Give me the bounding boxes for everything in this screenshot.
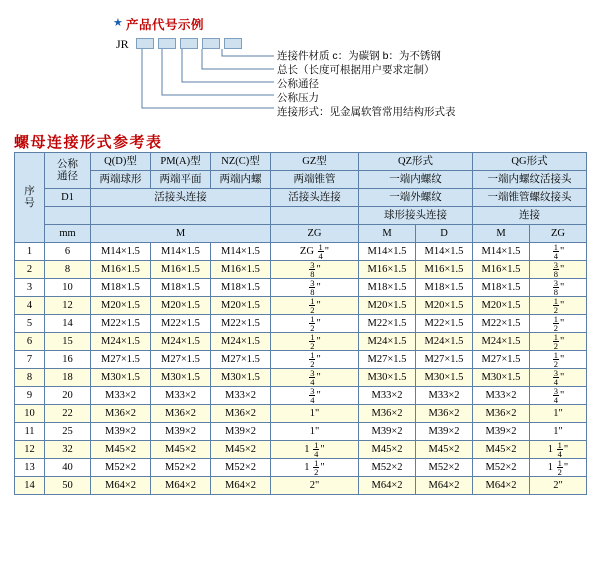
cell-qg-zg: $\frac{1}{2}$ " <box>530 351 587 369</box>
product-code-boxes <box>136 38 242 49</box>
th-qz-d: D <box>416 225 473 243</box>
cell-qg-m: M30×1.5 <box>473 369 530 387</box>
cell-qz-d: M36×2 <box>416 405 473 423</box>
cell-qz-d: M16×1.5 <box>416 261 473 279</box>
th-unit-mm: mm <box>45 225 91 243</box>
cell-nzc-m: M30×1.5 <box>211 369 271 387</box>
th-ball-joint-connection: 球形接头连接 <box>359 207 473 225</box>
cell-seq: 8 <box>15 369 45 387</box>
th-unit-m: M <box>91 225 271 243</box>
cell-nominal-diameter: 15 <box>45 333 91 351</box>
cell-gz-zg: $\frac{1}{2}$ " <box>271 315 359 333</box>
cell-qz-m: M30×1.5 <box>359 369 416 387</box>
cell-qd-m: M24×1.5 <box>91 333 151 351</box>
cell-qz-m: M39×2 <box>359 423 416 441</box>
table-row <box>15 459 587 477</box>
cell-qz-m: M18×1.5 <box>359 279 416 297</box>
cell-qd-m: M30×1.5 <box>91 369 151 387</box>
cell-qg-zg: $\frac{3}{8}$ " <box>530 279 587 297</box>
cell-nominal-diameter: 6 <box>45 243 91 261</box>
cell-pma-m: M30×1.5 <box>151 369 211 387</box>
cell-qg-zg: $\frac{1}{2}$ " <box>530 297 587 315</box>
cell-nzc-m: M33×2 <box>211 387 271 405</box>
cell-qz-m: M16×1.5 <box>359 261 416 279</box>
cell-qg-zg: 1 $\frac{1}{2}$ " <box>530 459 587 477</box>
nut-connection-table <box>14 152 587 495</box>
th-blank-dn <box>45 207 91 225</box>
th-seq: 序 号 <box>15 153 45 243</box>
table-row <box>15 387 587 405</box>
cell-pma-m: M33×2 <box>151 387 211 405</box>
cell-pma-m: M45×2 <box>151 441 211 459</box>
cell-qd-m: M39×2 <box>91 423 151 441</box>
cell-qd-m: M64×2 <box>91 477 151 495</box>
cell-nzc-m: M24×1.5 <box>211 333 271 351</box>
cell-qz-m: M36×2 <box>359 405 416 423</box>
cell-nominal-diameter: 12 <box>45 297 91 315</box>
nut-connection-table-wrap <box>14 152 586 495</box>
cell-qg-zg: $\frac{3}{4}$ " <box>530 387 587 405</box>
cell-qz-m: M22×1.5 <box>359 315 416 333</box>
cell-nominal-diameter: 40 <box>45 459 91 477</box>
table-header-body <box>15 153 587 243</box>
cell-nzc-m: M22×1.5 <box>211 315 271 333</box>
cell-seq: 11 <box>15 423 45 441</box>
cell-pma-m: M22×1.5 <box>151 315 211 333</box>
star-icon: ★ <box>113 17 123 29</box>
cell-qd-m: M27×1.5 <box>91 351 151 369</box>
cell-gz-zg: 1" <box>271 405 359 423</box>
cell-qd-m: M22×1.5 <box>91 315 151 333</box>
diagram-title: 产品代号示例 <box>126 18 205 32</box>
cell-pma-m: M27×1.5 <box>151 351 211 369</box>
th-type-qz: QZ形式 <box>359 153 473 171</box>
cell-nzc-m: M45×2 <box>211 441 271 459</box>
cell-gz-zg: $\frac{3}{4}$ " <box>271 387 359 405</box>
cell-nominal-diameter: 25 <box>45 423 91 441</box>
cell-qg-m: M27×1.5 <box>473 351 530 369</box>
cell-qz-d: M18×1.5 <box>416 279 473 297</box>
cell-nominal-diameter: 20 <box>45 387 91 405</box>
cell-qg-m: M45×2 <box>473 441 530 459</box>
table-row <box>15 405 587 423</box>
cell-seq: 3 <box>15 279 45 297</box>
table-row <box>15 243 587 261</box>
cell-qg-zg: $\frac{1}{4}$ " <box>530 243 587 261</box>
cell-nominal-diameter: 22 <box>45 405 91 423</box>
cell-nominal-diameter: 18 <box>45 369 91 387</box>
table-header-row <box>15 153 587 171</box>
cell-pma-m: M18×1.5 <box>151 279 211 297</box>
cell-gz-zg: $\frac{3}{8}$ " <box>271 279 359 297</box>
cell-qg-m: M20×1.5 <box>473 297 530 315</box>
cell-qz-m: M45×2 <box>359 441 416 459</box>
cell-qd-m: M36×2 <box>91 405 151 423</box>
cell-pma-m: M24×1.5 <box>151 333 211 351</box>
th-d1: D1 <box>45 189 91 207</box>
th-blank-m <box>91 207 271 225</box>
table-row <box>15 477 587 495</box>
cell-pma-m: M20×1.5 <box>151 297 211 315</box>
cell-qg-m: M52×2 <box>473 459 530 477</box>
cell-seq: 4 <box>15 297 45 315</box>
cell-qg-zg: $\frac{1}{2}$ " <box>530 315 587 333</box>
th-type-pma: PM(A)型 <box>151 153 211 171</box>
cell-pma-m: M39×2 <box>151 423 211 441</box>
cell-qd-m: M20×1.5 <box>91 297 151 315</box>
cell-qg-m: M14×1.5 <box>473 243 530 261</box>
cell-gz-zg: ZG $\frac{1}{4}$ " <box>271 243 359 261</box>
cell-qd-m: M52×2 <box>91 459 151 477</box>
cell-gz-zg: 2" <box>271 477 359 495</box>
cell-qg-m: M64×2 <box>473 477 530 495</box>
table-row <box>15 297 587 315</box>
cell-seq: 10 <box>15 405 45 423</box>
th-external-thread: 一端外螺纹 <box>359 189 473 207</box>
cell-qg-m: M36×2 <box>473 405 530 423</box>
table-row <box>15 261 587 279</box>
cell-nzc-m: M20×1.5 <box>211 297 271 315</box>
table-row <box>15 351 587 369</box>
cell-qg-m: M16×1.5 <box>473 261 530 279</box>
code-box <box>202 38 220 49</box>
cell-qz-d: M39×2 <box>416 423 473 441</box>
cell-qg-zg: 1 $\frac{1}{4}$ " <box>530 441 587 459</box>
cell-gz-zg: $\frac{1}{2}$ " <box>271 351 359 369</box>
th-gz-desc: 两端锥管 <box>271 171 359 189</box>
table-body <box>15 243 587 495</box>
code-box <box>180 38 198 49</box>
cell-nominal-diameter: 50 <box>45 477 91 495</box>
cell-qz-m: M24×1.5 <box>359 333 416 351</box>
th-connection: 连接 <box>473 207 587 225</box>
cell-qz-d: M20×1.5 <box>416 297 473 315</box>
cell-qg-m: M24×1.5 <box>473 333 530 351</box>
cell-qz-d: M64×2 <box>416 477 473 495</box>
cell-qz-d: M52×2 <box>416 459 473 477</box>
cell-seq: 12 <box>15 441 45 459</box>
table-header-row <box>15 225 587 243</box>
cell-gz-zg: $\frac{1}{2}$ " <box>271 297 359 315</box>
cell-qz-d: M27×1.5 <box>416 351 473 369</box>
th-type-gz: GZ型 <box>271 153 359 171</box>
table-header-row <box>15 189 587 207</box>
cell-qz-d: M45×2 <box>416 441 473 459</box>
product-code-diagram <box>0 0 600 130</box>
cell-qz-m: M64×2 <box>359 477 416 495</box>
table-row <box>15 423 587 441</box>
code-box <box>158 38 176 49</box>
th-taper-pipe-thread: 一端锥管螺纹接头 <box>473 189 587 207</box>
cell-qz-d: M33×2 <box>416 387 473 405</box>
cell-nzc-m: M52×2 <box>211 459 271 477</box>
table-row <box>15 369 587 387</box>
cell-qg-zg: $\frac{1}{2}$ " <box>530 333 587 351</box>
cell-nominal-diameter: 10 <box>45 279 91 297</box>
cell-seq: 1 <box>15 243 45 261</box>
cell-qz-d: M30×1.5 <box>416 369 473 387</box>
cell-qg-m: M22×1.5 <box>473 315 530 333</box>
cell-pma-m: M52×2 <box>151 459 211 477</box>
cell-qg-zg: 1" <box>530 405 587 423</box>
th-qg-zg: ZG <box>530 225 587 243</box>
table-header-row <box>15 207 587 225</box>
cell-nominal-diameter: 16 <box>45 351 91 369</box>
table-row <box>15 333 587 351</box>
th-qg-m: M <box>473 225 530 243</box>
cell-nzc-m: M36×2 <box>211 405 271 423</box>
cell-nominal-diameter: 32 <box>45 441 91 459</box>
cell-gz-zg: 1 $\frac{1}{2}$ " <box>271 459 359 477</box>
code-box <box>136 38 154 49</box>
cell-qg-zg: $\frac{3}{8}$ " <box>530 261 587 279</box>
cell-nzc-m: M39×2 <box>211 423 271 441</box>
cell-qd-m: M18×1.5 <box>91 279 151 297</box>
cell-nominal-diameter: 8 <box>45 261 91 279</box>
table-row <box>15 315 587 333</box>
th-qg-desc: 一端内螺纹活接头 <box>473 171 587 189</box>
cell-qd-m: M16×1.5 <box>91 261 151 279</box>
cell-seq: 6 <box>15 333 45 351</box>
cell-qg-zg: 1" <box>530 423 587 441</box>
product-code-prefix: JR <box>116 37 129 51</box>
legend-item-nominal-diameter: 公称通径 <box>277 78 319 90</box>
cell-pma-m: M14×1.5 <box>151 243 211 261</box>
th-blank-gz <box>271 207 359 225</box>
th-union-connection-2: 活接头连接 <box>271 189 359 207</box>
th-qz-m: M <box>359 225 416 243</box>
cell-qg-m: M39×2 <box>473 423 530 441</box>
cell-qg-m: M33×2 <box>473 387 530 405</box>
cell-qz-d: M24×1.5 <box>416 333 473 351</box>
cell-qd-m: M14×1.5 <box>91 243 151 261</box>
th-qd-desc: 两端球形 <box>91 171 151 189</box>
legend-item-connection-type: 连接形式：见金属软管常用结构形式表 <box>277 106 456 118</box>
th-nzc-desc: 两端内螺 <box>211 171 271 189</box>
cell-nzc-m: M64×2 <box>211 477 271 495</box>
cell-gz-zg: $\frac{3}{8}$ " <box>271 261 359 279</box>
cell-gz-zg: $\frac{1}{2}$ " <box>271 333 359 351</box>
legend-item-nominal-pressure: 公称压力 <box>277 92 319 104</box>
cell-qz-m: M20×1.5 <box>359 297 416 315</box>
cell-gz-zg: $\frac{3}{4}$ " <box>271 369 359 387</box>
cell-qz-m: M52×2 <box>359 459 416 477</box>
th-union-connection-1: 活接头连接 <box>91 189 271 207</box>
cell-seq: 7 <box>15 351 45 369</box>
cell-qg-zg: $\frac{3}{4}$ " <box>530 369 587 387</box>
cell-nominal-diameter: 14 <box>45 315 91 333</box>
cell-seq: 14 <box>15 477 45 495</box>
th-pma-desc: 两端平面 <box>151 171 211 189</box>
cell-nzc-m: M16×1.5 <box>211 261 271 279</box>
cell-gz-zg: 1 $\frac{1}{4}$ " <box>271 441 359 459</box>
cell-gz-zg: 1" <box>271 423 359 441</box>
th-nominal-diameter: 公称 通径 <box>45 153 91 189</box>
code-box <box>224 38 242 49</box>
legend-item-material: 连接件材质 c：为碳钢 b：为不锈钢 <box>277 50 441 62</box>
cell-qz-m: M33×2 <box>359 387 416 405</box>
table-row <box>15 279 587 297</box>
th-type-qd: Q(D)型 <box>91 153 151 171</box>
cell-nzc-m: M27×1.5 <box>211 351 271 369</box>
cell-seq: 13 <box>15 459 45 477</box>
cell-qg-m: M18×1.5 <box>473 279 530 297</box>
legend-item-total-length: 总长（长度可根据用户要求定制） <box>277 64 435 76</box>
cell-seq: 2 <box>15 261 45 279</box>
cell-nzc-m: M14×1.5 <box>211 243 271 261</box>
cell-qz-m: M14×1.5 <box>359 243 416 261</box>
cell-seq: 5 <box>15 315 45 333</box>
cell-qd-m: M45×2 <box>91 441 151 459</box>
cell-qz-d: M14×1.5 <box>416 243 473 261</box>
cell-nzc-m: M18×1.5 <box>211 279 271 297</box>
cell-qz-d: M22×1.5 <box>416 315 473 333</box>
table-header-row <box>15 171 587 189</box>
section-title: 螺母连接形式参考表 <box>14 134 163 151</box>
cell-qz-m: M27×1.5 <box>359 351 416 369</box>
th-unit-zg: ZG <box>271 225 359 243</box>
cell-pma-m: M64×2 <box>151 477 211 495</box>
th-type-qg: QG形式 <box>473 153 587 171</box>
cell-seq: 9 <box>15 387 45 405</box>
table-row <box>15 441 587 459</box>
cell-pma-m: M36×2 <box>151 405 211 423</box>
th-type-nzc: NZ(C)型 <box>211 153 271 171</box>
cell-qg-zg: 2" <box>530 477 587 495</box>
th-qz-desc: 一端内螺纹 <box>359 171 473 189</box>
cell-qd-m: M33×2 <box>91 387 151 405</box>
cell-pma-m: M16×1.5 <box>151 261 211 279</box>
